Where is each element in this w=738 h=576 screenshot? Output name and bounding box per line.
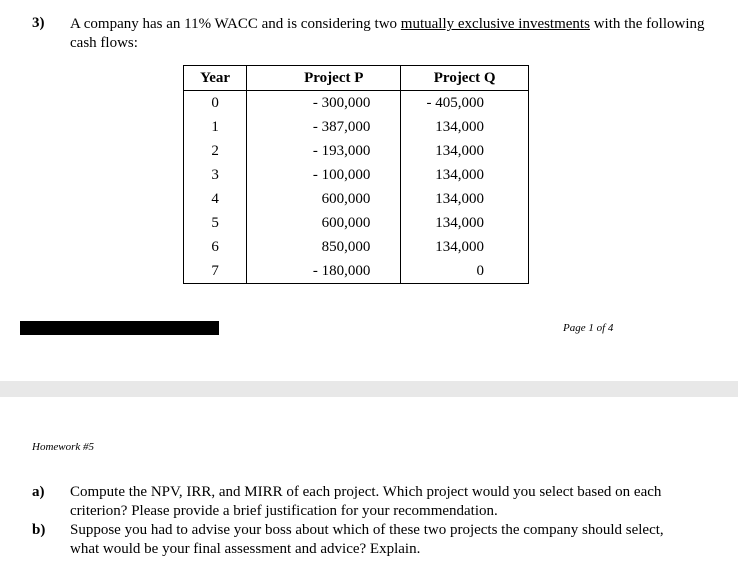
cell-project-p: - 100,000: [312, 166, 371, 183]
cell-year: 6: [184, 235, 247, 259]
cell-project-q: 134,000: [401, 163, 529, 187]
part-a-label: a): [32, 484, 45, 500]
cell-project-p: - 387,000: [312, 118, 371, 135]
cell-project-p: 600,000: [321, 190, 371, 207]
question-text-before: A company has an 11% WACC and is considering two: [70, 16, 401, 32]
cell-project-q: 134,000: [401, 187, 529, 211]
part-b-label: b): [32, 522, 46, 538]
column-header-year: Year: [184, 66, 247, 91]
table-row: [184, 115, 529, 139]
table-row: [184, 139, 529, 163]
cell-project-p: 850,000: [321, 238, 371, 255]
table-header-row: [184, 66, 529, 91]
part-a-text: Compute the NPV, IRR, and MIRR of each project. Which project would you select based on each criterion? Please provide a brief justification for your recommendation.: [70, 484, 662, 519]
cell-year: 4: [184, 187, 247, 211]
redaction-bar: [20, 321, 219, 335]
cell-project-p: - 300,000: [312, 94, 371, 111]
cell-project-p: - 193,000: [312, 142, 371, 159]
cell-project-q: 134,000: [401, 235, 529, 259]
part-b-text: Suppose you had to advise your boss about which of these two projects the company should select, what would be your final assessment and advice? Explain.: [70, 522, 664, 557]
page-number: Page 1 of 4: [563, 322, 614, 334]
table-row: [184, 91, 529, 116]
table-row: [184, 259, 529, 284]
column-header-project-p: Project P: [247, 66, 401, 91]
cell-project-p: 600,000: [321, 214, 371, 231]
cell-project-q: 0: [401, 259, 529, 284]
cell-project-q: 134,000: [401, 115, 529, 139]
table-row: [184, 211, 529, 235]
cell-year: 5: [184, 211, 247, 235]
question-text-after: with the following cash flows:: [70, 16, 705, 51]
table-row: [184, 163, 529, 187]
cell-year: 7: [184, 259, 247, 284]
cell-project-q: - 405,000: [401, 91, 529, 116]
page-separator: [0, 381, 738, 397]
question-number: 3): [32, 15, 45, 31]
cell-year: 0: [184, 91, 247, 116]
cell-project-p: - 180,000: [247, 259, 401, 284]
cell-project-q: 134,000: [401, 139, 529, 163]
cell-year: 3: [184, 163, 247, 187]
cell-year: 1: [184, 115, 247, 139]
cash-flow-table: [183, 65, 529, 284]
cell-project-q: 134,000: [401, 211, 529, 235]
table-row: [184, 235, 529, 259]
table-row: [184, 187, 529, 211]
question-text-underlined: mutually exclusive investments: [400, 16, 590, 32]
cell-year: 2: [184, 139, 247, 163]
column-header-project-q: Project Q: [401, 66, 529, 91]
running-header-label: Homework #5: [32, 441, 95, 453]
question-text: [70, 15, 710, 53]
